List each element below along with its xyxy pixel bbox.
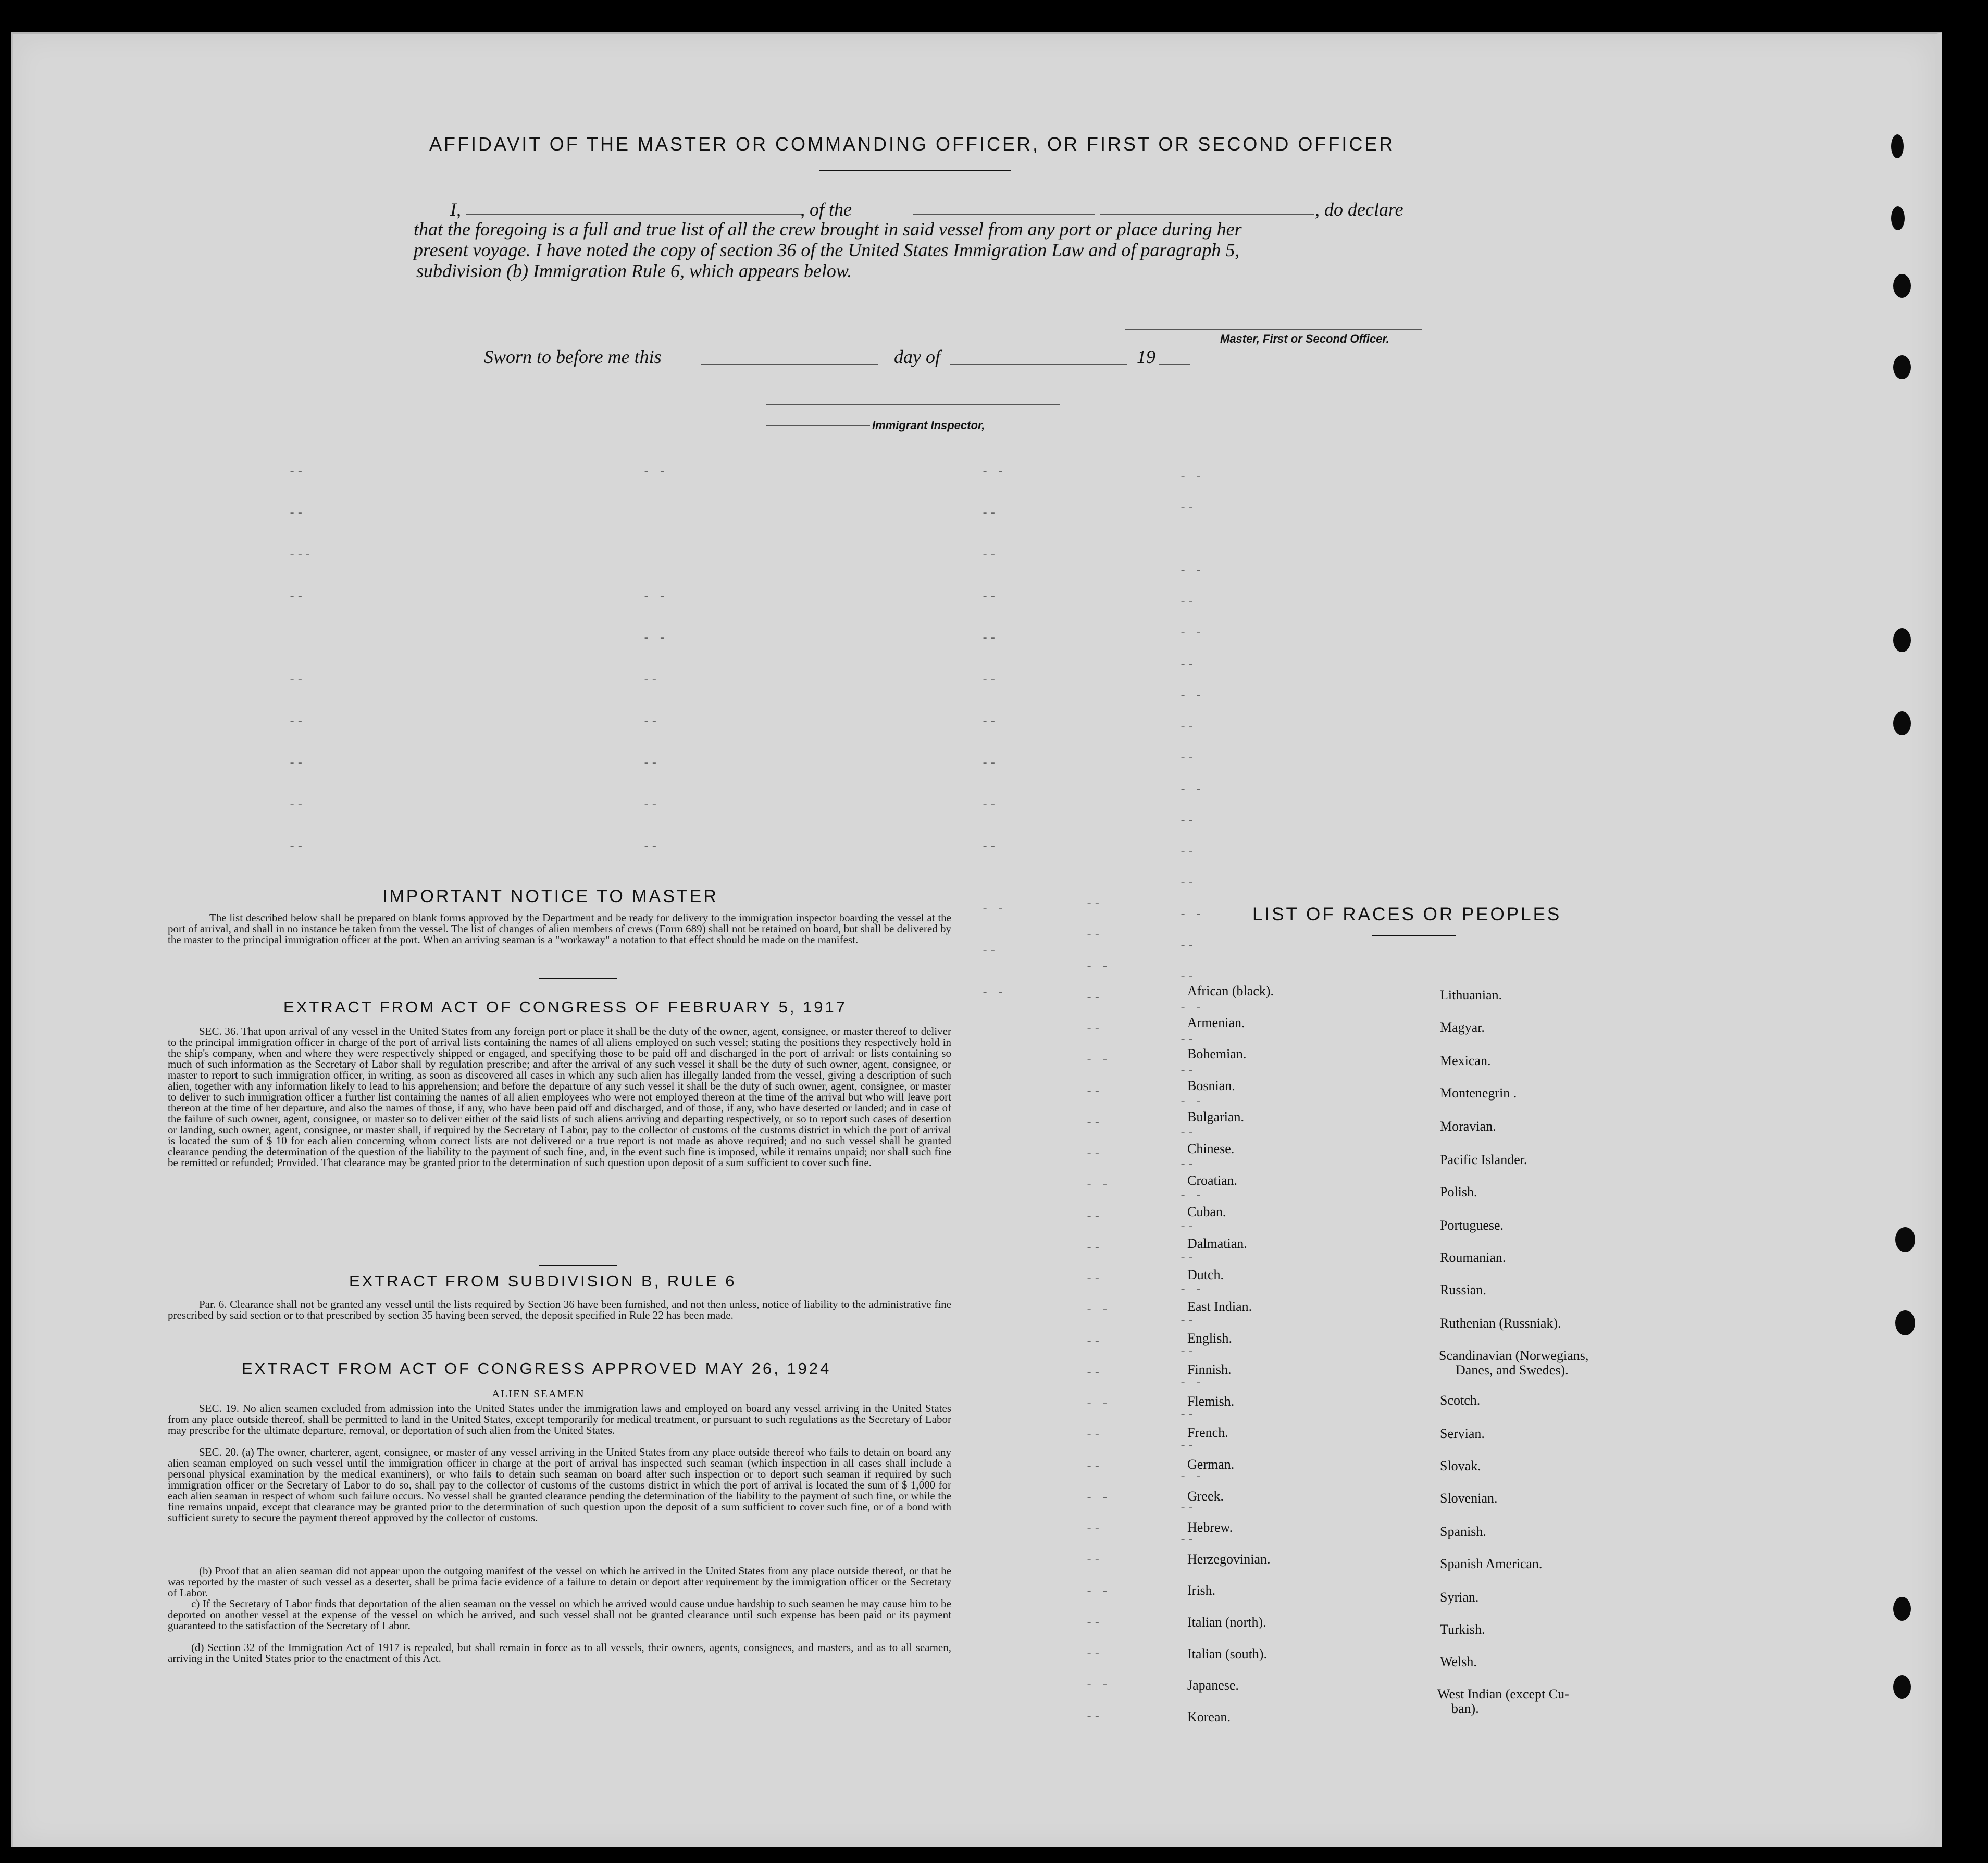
faint-marks: - - -- - - -- - - -- - - -- -- - - -- -- -- - - -- -- - - -- -- - - -- -- - - -- -- - - -- -- - - -- -- - - -- --: [1179, 470, 1203, 1546]
race-item: Korean.: [1187, 1709, 1231, 1724]
binder-hole-1: [1891, 134, 1904, 158]
extract-1924-sec20d: (d) Section 32 of the Immigration Act of 1917 is repealed, but shall remain in force as to all vessels, their owners, agents, consignees, and masters, and as to all seamen, arriving in the United States prior to the enactment of this Act.: [168, 1642, 951, 1665]
faint-marks: - - -- -- -- -- -- -- -- -- --: [981, 465, 1005, 853]
race-item: West Indian (except Cu-: [1437, 1686, 1569, 1702]
binder-hole-9: [1893, 1597, 1911, 1621]
races-heading-rule: [1372, 935, 1456, 936]
race-item: Lithuanian.: [1440, 987, 1502, 1003]
race-item: Spanish.: [1440, 1524, 1486, 1539]
race-item: Cuban.: [1187, 1204, 1226, 1220]
extract-1917-text: SEC. 36. That upon arrival of any vessel in the United States from any foreign port or place it shall be the duty of the owner, agent, consignee, or master thereof to deliver to the principal immigration officer in charge of the port of arrival lists containing the names of all aliens employed on such vessel; stating the positions they respectively hold in the ship's company, when and where they were respectively shipped or engaged, and specifying those to be paid off and discharged in the port of arrival: or lists containing so much of such information as the Secretary of Labor shall by regulation prescribe; and after the arrival of any such vessel it shall be the duty of such owner, agent, consignee, or master to report to such immigration officer, in writing, as soon as discovered all cases in which any such alien has illegally landed from the vessel, giving a description of such alien, together with any information likely to lead to his apprehension; and before the departure of any such vessel it shall be the duty of such owner, agent, consignee, or master to deliver to such immigration officer a further list containing the names of all alien employees who were not employed thereon at the time of the arrival but who will leave port thereon at the time of her departure, and also the names of those, if any, who have been paid off and discharged, and of those, if any, who have deserted or landed; and in case of the failure of such owner, agent, consignee, or master so to deliver either of the said lists of such aliens arriving and departing respectively, or so to report such cases of desertion or landing, such owner, agent, consignee, or master shall, if required by the Secretary of Labor, pay to the collector of customs of the customs district in which the port of arrival is located the sum of $ 10 for each alien concerning whom correct lists are not delivered or a true report is not made as above required; and no such vessel shall be granted clearance pending the determination of the question of the liability to the payment of such fine, and, in the event such fine is imposed, while it remains unpaid; nor shall such fine be remitted or refunded; Provided. That clearance may be granted prior to the determination of such question upon deposit of a sum sufficient to cover such fine.: [168, 1026, 951, 1169]
race-item: Italian (south).: [1187, 1646, 1268, 1661]
extract-1917-heading: EXTRACT FROM ACT OF CONGRESS OF FEBRUARY 5, 1917: [283, 998, 848, 1016]
race-item: Armenian.: [1187, 1015, 1245, 1030]
binder-hole-3: [1893, 274, 1911, 298]
race-item: English.: [1187, 1330, 1232, 1346]
race-item: Slovak.: [1440, 1458, 1481, 1473]
race-item: Ruthenian (Russniak).: [1440, 1316, 1561, 1331]
race-item: Slovenian.: [1440, 1491, 1498, 1506]
vessel-blank-2[interactable]: [1100, 214, 1314, 215]
sworn-label: Sworn to before me this: [484, 346, 662, 367]
binder-hole-5: [1893, 628, 1911, 652]
extract-1924-sec20a: SEC. 20. (a) The owner, charterer, agent, consignee, or master of any vessel arriving in the United States from any place outside thereof who fails to detain on board any alien seaman employed on such vessel until the immigration officer in charge at the port of arrival has inspected such seaman (which inspection in all cases shall include a personal physical examination by the medical examiners), or who fails to detain such seaman on board after such inspection or to deport such seaman if required by such immigration officer or the Secretary of Labor to do so, shall pay to the collector of customs of the customs district in which the port of arrival is located the sum of $ 1,000 for each alien seaman in respect of whom such failure occurs. No vessel shall be granted clearance pending the determination of the liability to the payment of such fine, or while the fine remains unpaid, except that clearance may be granted prior to the determination of such question upon the deposit of a sum sufficient to cover such fine, or of a bond with sufficient surety to secure the payment thereof approved by the collector of customs.: [168, 1447, 951, 1524]
binder-hole-8: [1895, 1310, 1915, 1335]
vessel-blank-1[interactable]: [913, 214, 1095, 215]
race-item: Italian (north).: [1187, 1615, 1266, 1630]
race-item: Scotch.: [1440, 1393, 1481, 1408]
declarant-name-blank[interactable]: [466, 214, 804, 215]
race-item: Dutch.: [1187, 1267, 1224, 1283]
sworn-day-blank[interactable]: [701, 364, 878, 365]
declarant-label: I,: [450, 199, 461, 220]
race-item: East Indian.: [1187, 1299, 1252, 1314]
race-item: Turkish.: [1440, 1622, 1485, 1637]
race-item: Servian.: [1440, 1426, 1485, 1441]
faint-marks: -- -- - - -- -- - - -- -- -- - - -- -- -- - - -- -- - - -- -- - - -- -- - - -- -- - - --: [1086, 897, 1110, 1723]
extract-rule6-text: Par. 6. Clearance shall not be granted any vessel until the lists required by Section 36 have been furnished, and not then unless, notice of liability to the administrative fine prescribed by said section or to that prescribed by section 35 having been served, the deposit specified in Rule 22 has been made.: [168, 1299, 951, 1321]
race-item: Mexican.: [1440, 1053, 1491, 1068]
race-item: Russian.: [1440, 1282, 1486, 1297]
race-item: ban).: [1451, 1701, 1479, 1716]
race-item: Dalmatian.: [1187, 1235, 1247, 1251]
race-item: French.: [1187, 1425, 1228, 1441]
race-item: German.: [1187, 1457, 1235, 1472]
extract-1917-rule: [539, 1265, 617, 1266]
affidavit-heading-rule: [819, 170, 1011, 171]
notice-rule: [539, 978, 617, 979]
inspector-caption: Immigrant Inspector,: [872, 419, 985, 432]
race-item: Irish.: [1187, 1583, 1216, 1598]
signature-caption: Master, First or Second Officer.: [1220, 332, 1389, 345]
race-item: Spanish American.: [1440, 1556, 1543, 1571]
races-heading: LIST OF RACES OR PEOPLES: [1252, 904, 1562, 924]
race-item: Welsh.: [1440, 1654, 1477, 1669]
notice-heading: IMPORTANT NOTICE TO MASTER: [382, 886, 718, 906]
race-item: Moravian.: [1440, 1119, 1496, 1134]
extract-1924-sec20c: c) If the Secretary of Labor finds that deportation of the alien seaman on the vessel on which he arrived would cause undue hardship to such seamen he may cause him to be deported on another vessel at the expense of the vessel on which he arrived, and such vessel shall not be granted clearance until such expense has been paid or its payment guaranteed to the satisfaction of the Secretary of Labor.: [168, 1598, 951, 1632]
race-item: Scandinavian (Norwegians,: [1439, 1348, 1589, 1363]
day-of-label: day of: [894, 346, 940, 367]
race-item: Roumanian.: [1440, 1250, 1506, 1265]
race-item: Croatian.: [1187, 1172, 1238, 1188]
binder-hole-4: [1893, 355, 1911, 379]
binder-hole-7: [1895, 1227, 1915, 1252]
race-item: Bohemian.: [1187, 1046, 1247, 1062]
race-item: Syrian.: [1440, 1590, 1479, 1605]
race-item: Hebrew.: [1187, 1520, 1233, 1535]
affidavit-body-line-2: present voyage. I have noted the copy of section 36 of the United States Immigration Law and of paragraph 5,: [414, 240, 1240, 260]
binder-hole-10: [1893, 1675, 1911, 1699]
race-item: Bulgarian.: [1187, 1109, 1245, 1125]
race-item: African (black).: [1187, 983, 1274, 998]
extract-1924-sec20b: (b) Proof that an alien seaman did not appear upon the outgoing manifest of the vessel on which he arrived in the United States from any place outside thereof, or that he was reported by the master of such vessel as a deserter, shall be prima facie evidence of a failure to detain or deport after requirement by the immigration officer or the Secretary of Labor.: [168, 1566, 951, 1598]
race-item: Japanese.: [1187, 1678, 1239, 1693]
affidavit-body-line-3: subdivision (b) Immigration Rule 6, which appears below.: [416, 260, 852, 281]
affidavit-body-line-1: that the foregoing is a full and true list of all the crew brought in said vessel from any port or place during her: [414, 219, 1242, 240]
race-item: Portuguese.: [1440, 1218, 1504, 1233]
binder-hole-2: [1891, 206, 1905, 230]
race-item: Greek.: [1187, 1488, 1224, 1504]
sworn-year-blank[interactable]: [1159, 364, 1190, 365]
extract-1924-sec19: SEC. 19. No alien seamen excluded from admission into the United States under the immigration laws and employed on board any vessel arriving in the United States from any place outside thereof, shall be permitted to land in the United States, except temporarily for medical treatment, or pursuant to such regulations as the Secretary of Labor may prescribe for the ultimate departure, removal, or deportation of such alien from the United States.: [168, 1403, 951, 1436]
race-item: Montenegrin .: [1440, 1085, 1517, 1101]
race-item: Bosnian.: [1187, 1078, 1235, 1093]
race-item: Chinese.: [1187, 1141, 1235, 1156]
inspector-signature-blank[interactable]: [766, 404, 1060, 405]
sworn-month-blank[interactable]: [950, 364, 1127, 365]
race-item: Polish.: [1440, 1184, 1477, 1199]
race-item: Pacific Islander.: [1440, 1152, 1527, 1167]
race-item: Herzegovinian.: [1187, 1551, 1271, 1567]
document-page: [11, 32, 1942, 1847]
inspector-prefix-blank[interactable]: [766, 425, 870, 426]
race-item: Danes, and Swedes).: [1456, 1362, 1569, 1378]
signature-blank[interactable]: [1125, 329, 1422, 330]
race-item: Finnish.: [1187, 1362, 1232, 1378]
affidavit-heading: AFFIDAVIT OF THE MASTER OR COMMANDING OFFICER, OR FIRST OR SECOND OFFICER: [429, 133, 1395, 155]
faint-marks: -- -- --- -- -- -- -- -- --: [289, 465, 313, 853]
faint-marks: - - -- - -: [981, 903, 1005, 999]
extract-1924-heading: EXTRACT FROM ACT OF CONGRESS APPROVED MAY 26, 1924: [242, 1359, 831, 1378]
binder-hole-6: [1893, 711, 1911, 735]
do-declare-label: , do declare: [1315, 199, 1403, 220]
year-label: 19: [1137, 346, 1155, 367]
faint-marks: - - - - - - -- -- -- -- --: [643, 465, 667, 853]
notice-text: The list described below shall be prepared on blank forms approved by the Department and be ready for delivery to the immigration inspector boarding the vessel at the port of arrival, and shall in no instance be taken from the vessel. The list of changes of alien members of crews (Form 689) shall not be retained on board, but shall be delivered by the master to the principal immigration officer at the port. When an arriving seaman is a "workaway" a notation to that effect should be made on the manifest.: [168, 912, 951, 946]
extract-rule6-heading: EXTRACT FROM SUBDIVISION B, RULE 6: [349, 1272, 737, 1290]
race-item: Magyar.: [1440, 1020, 1485, 1035]
race-item: Flemish.: [1187, 1393, 1235, 1409]
extract-1924-subheading: ALIEN SEAMEN: [492, 1387, 585, 1400]
of-the-label: , of the: [800, 199, 852, 220]
